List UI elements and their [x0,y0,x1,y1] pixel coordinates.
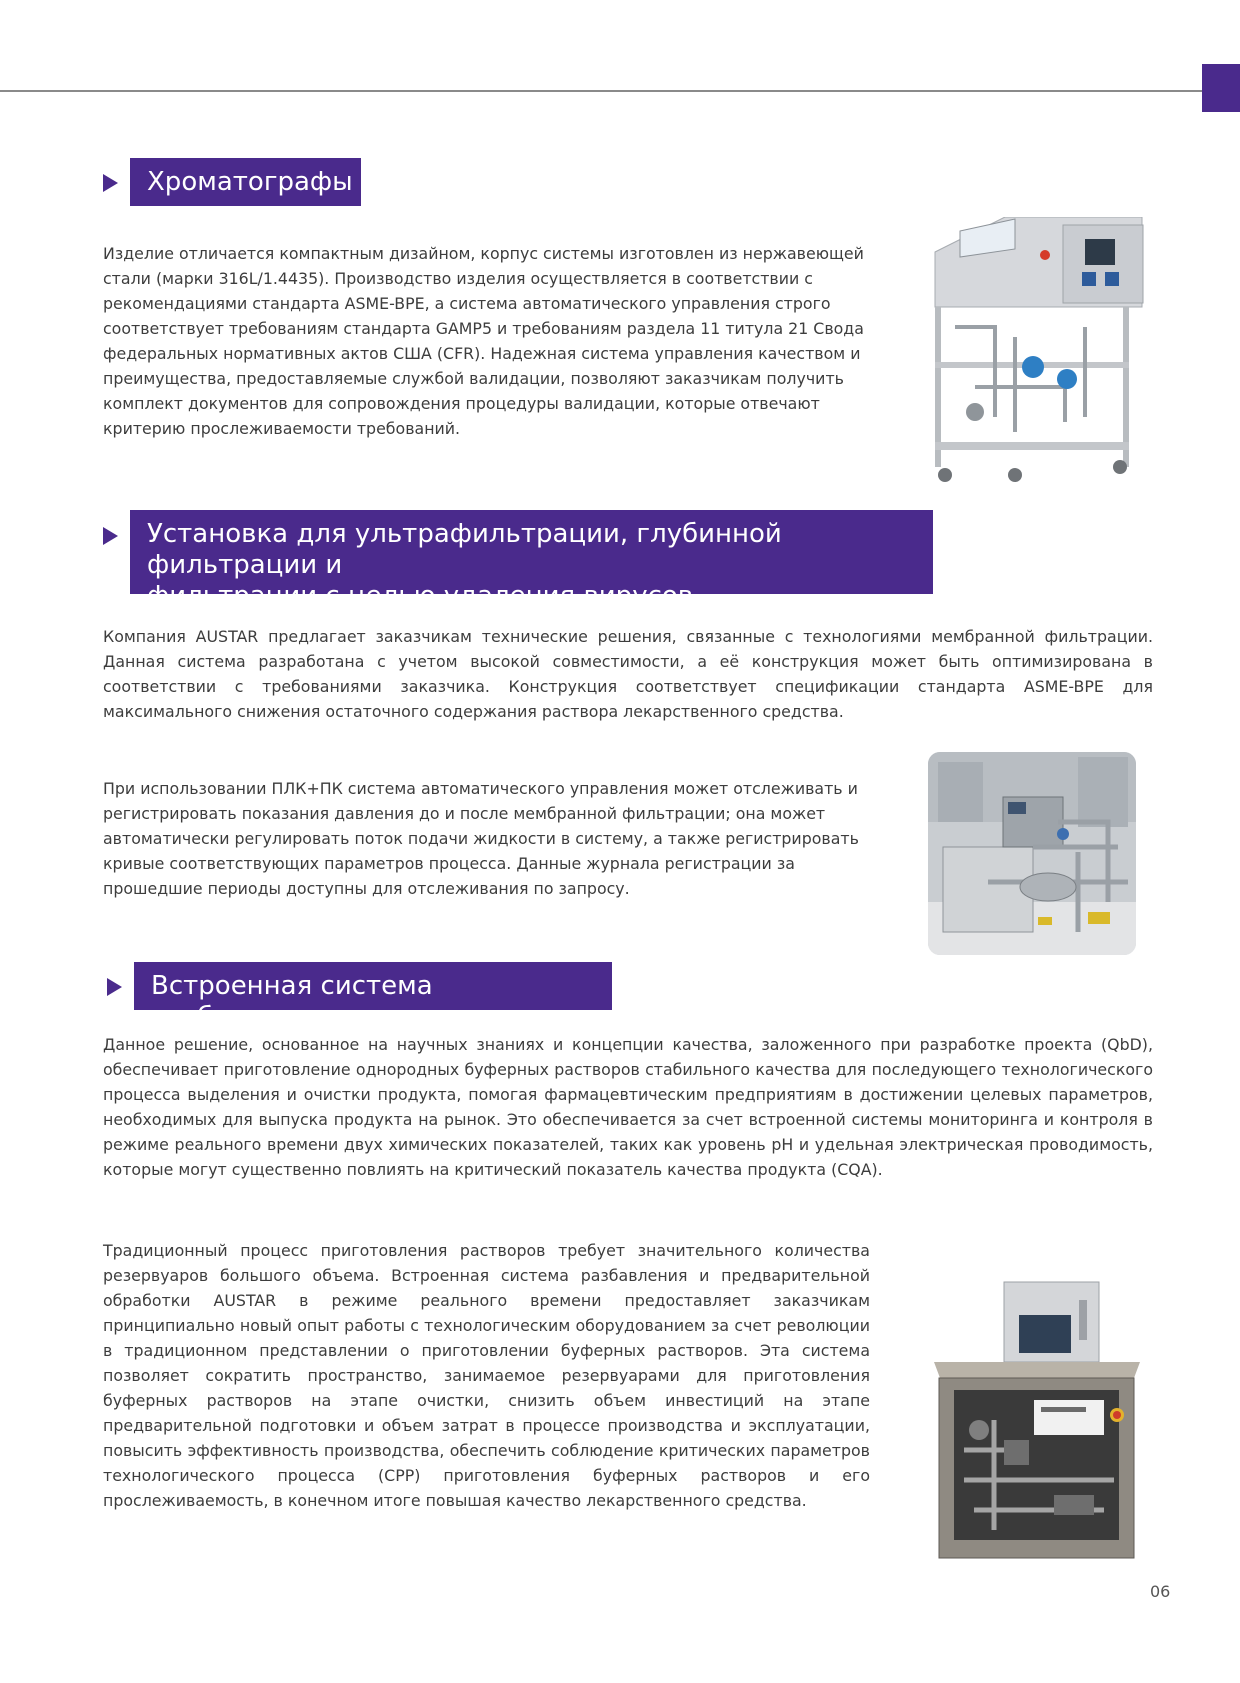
triangle-bullet-icon [103,174,118,192]
paragraph: Традиционный процесс приготовления растворов требует значительного количества резервуаров большого объема. Встроенная система разбавления и предварительной обработки AUSTAR в режиме реального времени предоставляет заказчикам принципиально новый опыт работы с технологическим оборудованием за счет революции в традиционном представлении о приготовлении буферных растворов. Эта система позволяет сократить пространство, занимаемое резервуарами для приготовления буферных растворов на этапе очистки, снизить объем инвестиций на этапе предварительной подготовки и объем затрат в процессе производства и эксплуатации, повысить эффективность производства, обеспечить соблюдение критических параметров технологического процесса (CPP) приготовления буферных растворов и его прослеживаемость, в конечном итоге повышая качество лекарственного средства. [103,1241,870,1510]
chromatograph-photo [915,217,1145,485]
corner-tab [1202,64,1240,112]
paragraph: Компания AUSTAR предлагает заказчикам технические решения, связанные с технологиями мембранной фильтрации. Данная система разработана с учетом высокой совместимости, а её конструкция может быть оптимизирована в соответствии с требованиями заказчика. Конструкция соответствует спецификации стандарта ASME-BPE для максимального снижения остаточного содержания раствора лекарственного средства. [103,627,1153,721]
section-title: Установка для ультрафильтрации, глубинной фильтрации и фильтрации с целью удаления вирусов [130,510,933,594]
section-title: Хроматографы [130,158,361,206]
filtration-unit-photo [928,752,1136,955]
section-header-dilution [107,962,612,1032]
section-header-filtration [103,510,933,611]
dilution-system-photo [934,1280,1140,1562]
paragraph: Данное решение, основанное на научных знаниях и концепции качества, заложенного при разработке проекта (QbD), обеспечивает приготовление однородных буферных растворов стабильного качества для последующего технологического процесса выделения и очистки продукта, помогая фармацевтическим предприятиям в достижении целевых параметров, необходимых для выпуска продукта на рынок. Это обеспечивается за счет встроенной системы мониторинга и контроля в режиме реального времени двух химических показателей, таких как уровень pH и удельная электрическая проводимость, которые могут существенно повлиять на критический показатель качества продукта (CQA). [103,1035,1153,1179]
header-rule [0,90,1202,92]
filtration-unit-illustration [928,752,1136,955]
paragraph: Изделие отличается компактным дизайном, корпус системы изготовлен из нержавеющей стали (марки 316L/1.4435). Производство изделия осуществляется в соответствии с рекомендациями стандарта ASME-BPE, а система автоматического управления строго соответствует требованиям стандарта GAMP5 и требованиям раздела 11 титула 21 Свода федеральных нормативных актов США (CFR). Надежная система управления качеством и преимущества, предоставляемые службой валидации, позволяют заказчикам получить комплект документов для сопровождения процедуры валидации, которые отвечают критерию прослеживаемости требований. [103,244,864,438]
paragraph: При использовании ПЛК+ПК система автоматического управления может отслеживать и регистрировать показания давления до и после мембранной фильтрации; она может автоматически регулировать поток подачи жидкости в систему, а также регистрировать кривые соответствующих параметров процесса. Данные журнала регистрации за прошедшие периоды доступны для отслеживания по запросу. [103,779,859,898]
page-number: 06 [1150,1582,1171,1601]
dilution-system-illustration [934,1280,1140,1562]
section-header-chromatographs [103,158,361,206]
section-title: Встроенная система разбавления [134,962,612,1010]
triangle-bullet-icon [103,527,118,545]
triangle-bullet-icon [107,978,122,996]
chromatograph-illustration [915,217,1145,485]
